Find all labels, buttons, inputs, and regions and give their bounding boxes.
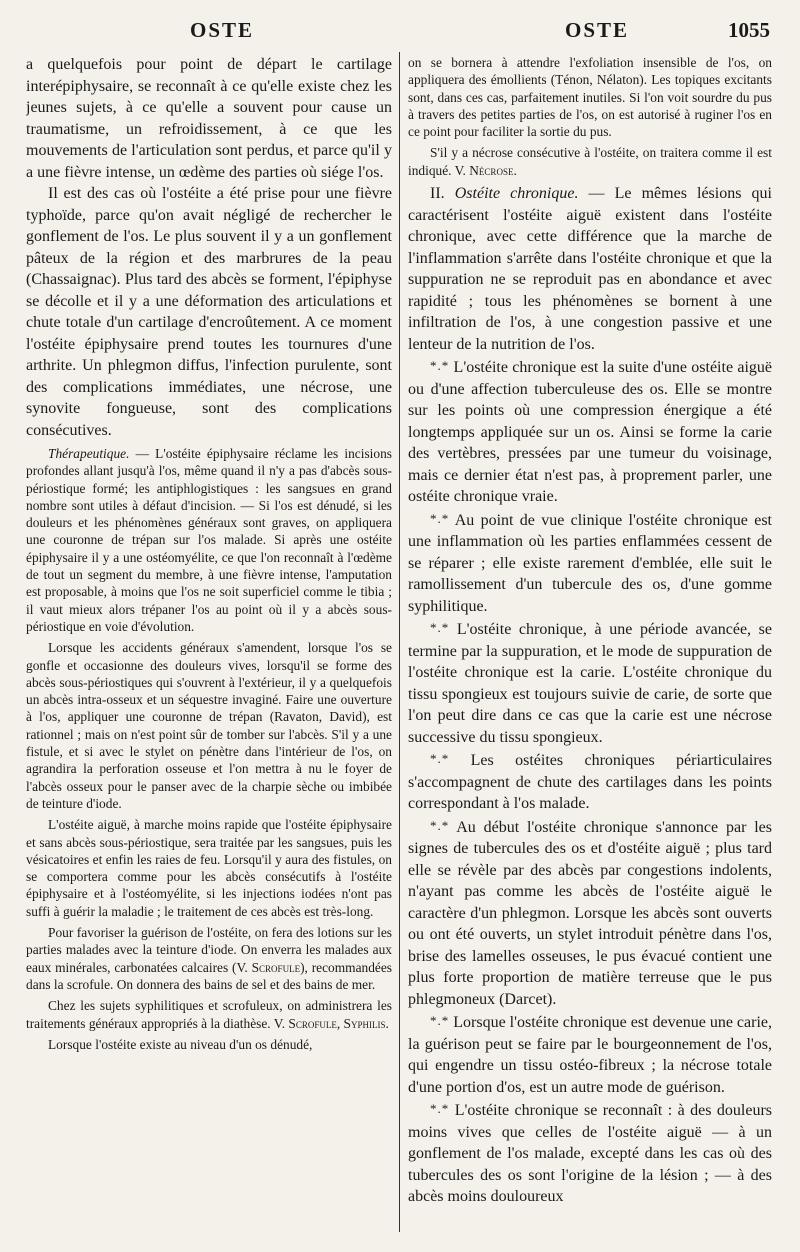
paragraph bbox=[408, 1098, 772, 1208]
paragraph: a quelquefois pour point de départ le cartilage interépiphysaire, se reconnaît à ce qu'elle existe chez les jeunes sujets, à ce qu'elle a souvent pour cause un traumatisme, un refroidissement, à ce que les mouvements de l'articulation sont perdus, et parce qu'il y a une fièvre intense, un œdème des parties où siége l'os. bbox=[26, 56, 392, 181]
cross-reference: Scrofule, Syphilis. bbox=[288, 1015, 389, 1031]
paragraph bbox=[408, 508, 772, 618]
section-label: Thérapeutique. bbox=[48, 446, 130, 461]
paragraph bbox=[26, 997, 392, 1032]
paragraph bbox=[408, 617, 772, 748]
asterism: *.* bbox=[430, 817, 450, 833]
asterism: *.* bbox=[430, 751, 450, 767]
paragraph-text: S'il y a nécrose consécutive à l'ostéite, on traitera comme il est indiqué. V. bbox=[408, 145, 772, 178]
asterism: *.* bbox=[430, 510, 450, 526]
paragraph-text: Les ostéites chroniques périarticulaires s'accompagnent de chute des cartilages dans les points correspondant à l'os malade. bbox=[408, 752, 772, 813]
column-rule bbox=[399, 52, 400, 1232]
paragraph-text: — Le mêmes lésions qui caractérisent l'ostéite aiguë existent dans l'ostéite chronique, avec cette différence que la marche de l'inflammation s'arrête dans l'ostéite chronique et que la suppuration ne se reproduit pas en abondance et avec rapidité ; tous les phénomènes se bornent à une infiltration de l'os, à une congestion passive et une lenteur de la nutrition de l'os. bbox=[408, 185, 772, 353]
paragraph bbox=[408, 815, 772, 1011]
paragraph-text: Chez les sujets syphilitiques et scrofuleux, on administrera les traitements généraux appropriés à la diathèse. V. bbox=[26, 998, 392, 1031]
paragraph bbox=[408, 144, 772, 179]
right-column bbox=[408, 54, 772, 1244]
asterism: *.* bbox=[430, 620, 450, 636]
left-column bbox=[26, 54, 392, 1244]
paragraph bbox=[408, 1010, 772, 1098]
page-number: 1055 bbox=[728, 18, 770, 42]
paragraph: Lorsque l'ostéite existe au niveau d'un os dénudé, bbox=[48, 1036, 313, 1052]
paragraph-text: Au point de vue clinique l'ostéite chronique est une inflammation où les parties enflammées cessent de se réparer ; elle existe rarement d'emblée, elle suit le ramollissement d'un tubercule des os, d'une gomme syphilitique. bbox=[408, 511, 772, 615]
paragraph-section-ii bbox=[408, 183, 772, 355]
paragraph-therapeutique bbox=[26, 445, 392, 635]
paragraph-text: Lorsque l'ostéite chronique est devenue une carie, la guérison peut se faire par le bourgeonnement de l'os, qui engendre un tissu ostéo-fibreux ; la nécrose totale d'une portion d'os, est un autre mode de guérison. bbox=[408, 1014, 772, 1096]
section-number: II. bbox=[430, 185, 455, 203]
paragraph-text: — L'ostéite épiphysaire réclame les incisions profondes allant jusqu'à l'os, même quand il n'y a pas d'abcès sous-périostique formé; les antiphlogistiques : les sangsues en grand nombre sont utiles à défaut d'incision. — Si l'os est dénudé, si les douleurs et les phénomènes généraux sont graves, on appliquera une couronne de trépan sur l'os malade. Si après une ostéite épiphysaire il y a une ostéomyélite, ce que l'on reconnaît à l'œdème de tout un segment du membre, à une fièvre intense, l'amputation est proposable, à moins que l'os ne soit superficiel comme le tibia ; il vaut mieux alors trépaner l'os au point où il y a abcès sous-périostique en voie d'évolution. bbox=[26, 446, 392, 634]
running-head-left: OSTE bbox=[190, 18, 255, 42]
paragraph-text: Au début l'ostéite chronique s'annonce par les signes de tubercules des os et d'ostéite aiguë ; plus tard elle se révèle par des abcès par congestions indolents, n'ayant pas comme les abcès de l'ostéite aiguë le caractère d'un phlegmon. Lorsque les abcès sont ouverts ou ont été ouverts, un stylet introduit pénètre dans l'os, brise des lamelles osseuses, le pus évacué contient une plus forte proportion de matière terreuse que le pus phlegmoneux (Darcet). bbox=[408, 818, 772, 1008]
paragraph bbox=[26, 924, 392, 993]
section-label: Ostéite chronique. bbox=[454, 185, 579, 203]
paragraph: L'ostéite aiguë, à marche moins rapide que l'ostéite épiphysaire et sans abcès sous-périostique, sera traitée par les sangsues, puis les vésicatoires et enfin les raies de feu. Lorsqu'il y aura des fistules, on se comportera comme pour les abcès consécutifs à l'ostéite épiphysaire et à l'ostéomyélite, si les injections iodées n'ont pas suffi à guérir la maladie ; le traitement de ces abcès est très-long. bbox=[26, 817, 392, 919]
paragraph: on se bornera à attendre l'exfoliation insensible de l'os, on appliquera des émollients (Ténon, Nélaton). Les topiques excitants sont, dans ces cas, parfaitement inutiles. Si l'on voit sourdre du pus à travers des petites parties de l'os, on est autorisé à ruginer l'os en ce point pour faciliter la sortie du pus. bbox=[408, 55, 772, 140]
paragraph: Lorsque les accidents généraux s'amendent, lorsque l'os se gonfle et occasionne des douleurs vives, lorsqu'il se forme des abcès sous-périostiques qui s'ouvrent à l'extérieur, il y a quelquefois un abcès intra-osseux et un séquestre invaginé. Faire une ouverture à l'os, appliquer une couronne de trépan (Ravaton, David), est rationnel ; mais on n'est point sûr de tomber sur l'abcès. S'il y a une fistule, et si avec le stylet on pénètre dans l'intérieur de l'os, on agrandira la perforation osseuse et l'on mettra à nu le foyer de l'abcès osseux pour le panser avec de la charpie sèche ou imbibée de teinture d'iode. bbox=[26, 640, 392, 811]
paragraph bbox=[408, 748, 772, 815]
asterism: *.* bbox=[430, 1101, 450, 1117]
paragraph bbox=[408, 355, 772, 508]
asterism: *.* bbox=[430, 358, 450, 374]
paragraph-text: ), recommandées dans la scrofule. On donnera des bains de sel et des bains de mer. bbox=[26, 959, 392, 992]
running-head-right: OSTE bbox=[565, 18, 630, 42]
paragraph-text: L'ostéite chronique, à une période avancée, se termine par la suppuration, et le mode de suppuration de l'ostéite chronique est la carie. L'ostéite chronique du tissu spongieux est toujours suivie de carie, de sorte que l'on peut dire dans ce cas que la carie est une nécrose successive du tissu spongieux. bbox=[408, 621, 772, 746]
paragraph-text: Pour favoriser la guérison de l'ostéite, on fera des lotions sur les parties malades avec la teinture d'iode. On enverra les malades aux eaux minérales, carbonatées calcaires (V. bbox=[26, 925, 392, 975]
paragraph-text: L'ostéite chronique est la suite d'une ostéite aiguë ou d'une affection tuberculeuse des os. Elle se montre sur les points où une compression énergique a été longtemps appliquée sur un os. Ainsi se forme la carie des vertèbres, pressées par une tumeur du voisinage, mais ce dernier état n'est pas, à proprement parler, une ostéite chronique vraie. bbox=[408, 359, 772, 506]
cross-reference: Scrofule bbox=[251, 959, 301, 975]
paragraph: Il est des cas où l'ostéite a été prise pour une fièvre typhoïde, parce qu'on avait négligé de rechercher le gonflement de l'os. Le plus souvent il y a un gonflement pâteux de la région et des marbrures de la peau (Chassaignac). Plus tard des abcès se forment, l'épiphyse se décolle et il y a une déformation des articulations et chute totale d'un cartilage d'encroûtement. A ce moment l'ostéite épiphysaire prend toutes les tournures d'une arthrite. Un phlegmon diffus, l'infection purulente, sont des complications immédiates, une nécrose, une synovite fongueuse, sont des complications consécutives. bbox=[26, 185, 392, 439]
paragraph-text: L'ostéite chronique se reconnaît : à des douleurs moins vives que celles de l'ostéite aiguë — à un gonflement de l'os malade, excepté dans les cas où des tubercules des os sont l'origine de la lésion ; — à des abcès moins douloureux bbox=[408, 1102, 772, 1206]
cross-reference: Nécrose. bbox=[469, 162, 517, 178]
asterism: *.* bbox=[430, 1013, 450, 1029]
